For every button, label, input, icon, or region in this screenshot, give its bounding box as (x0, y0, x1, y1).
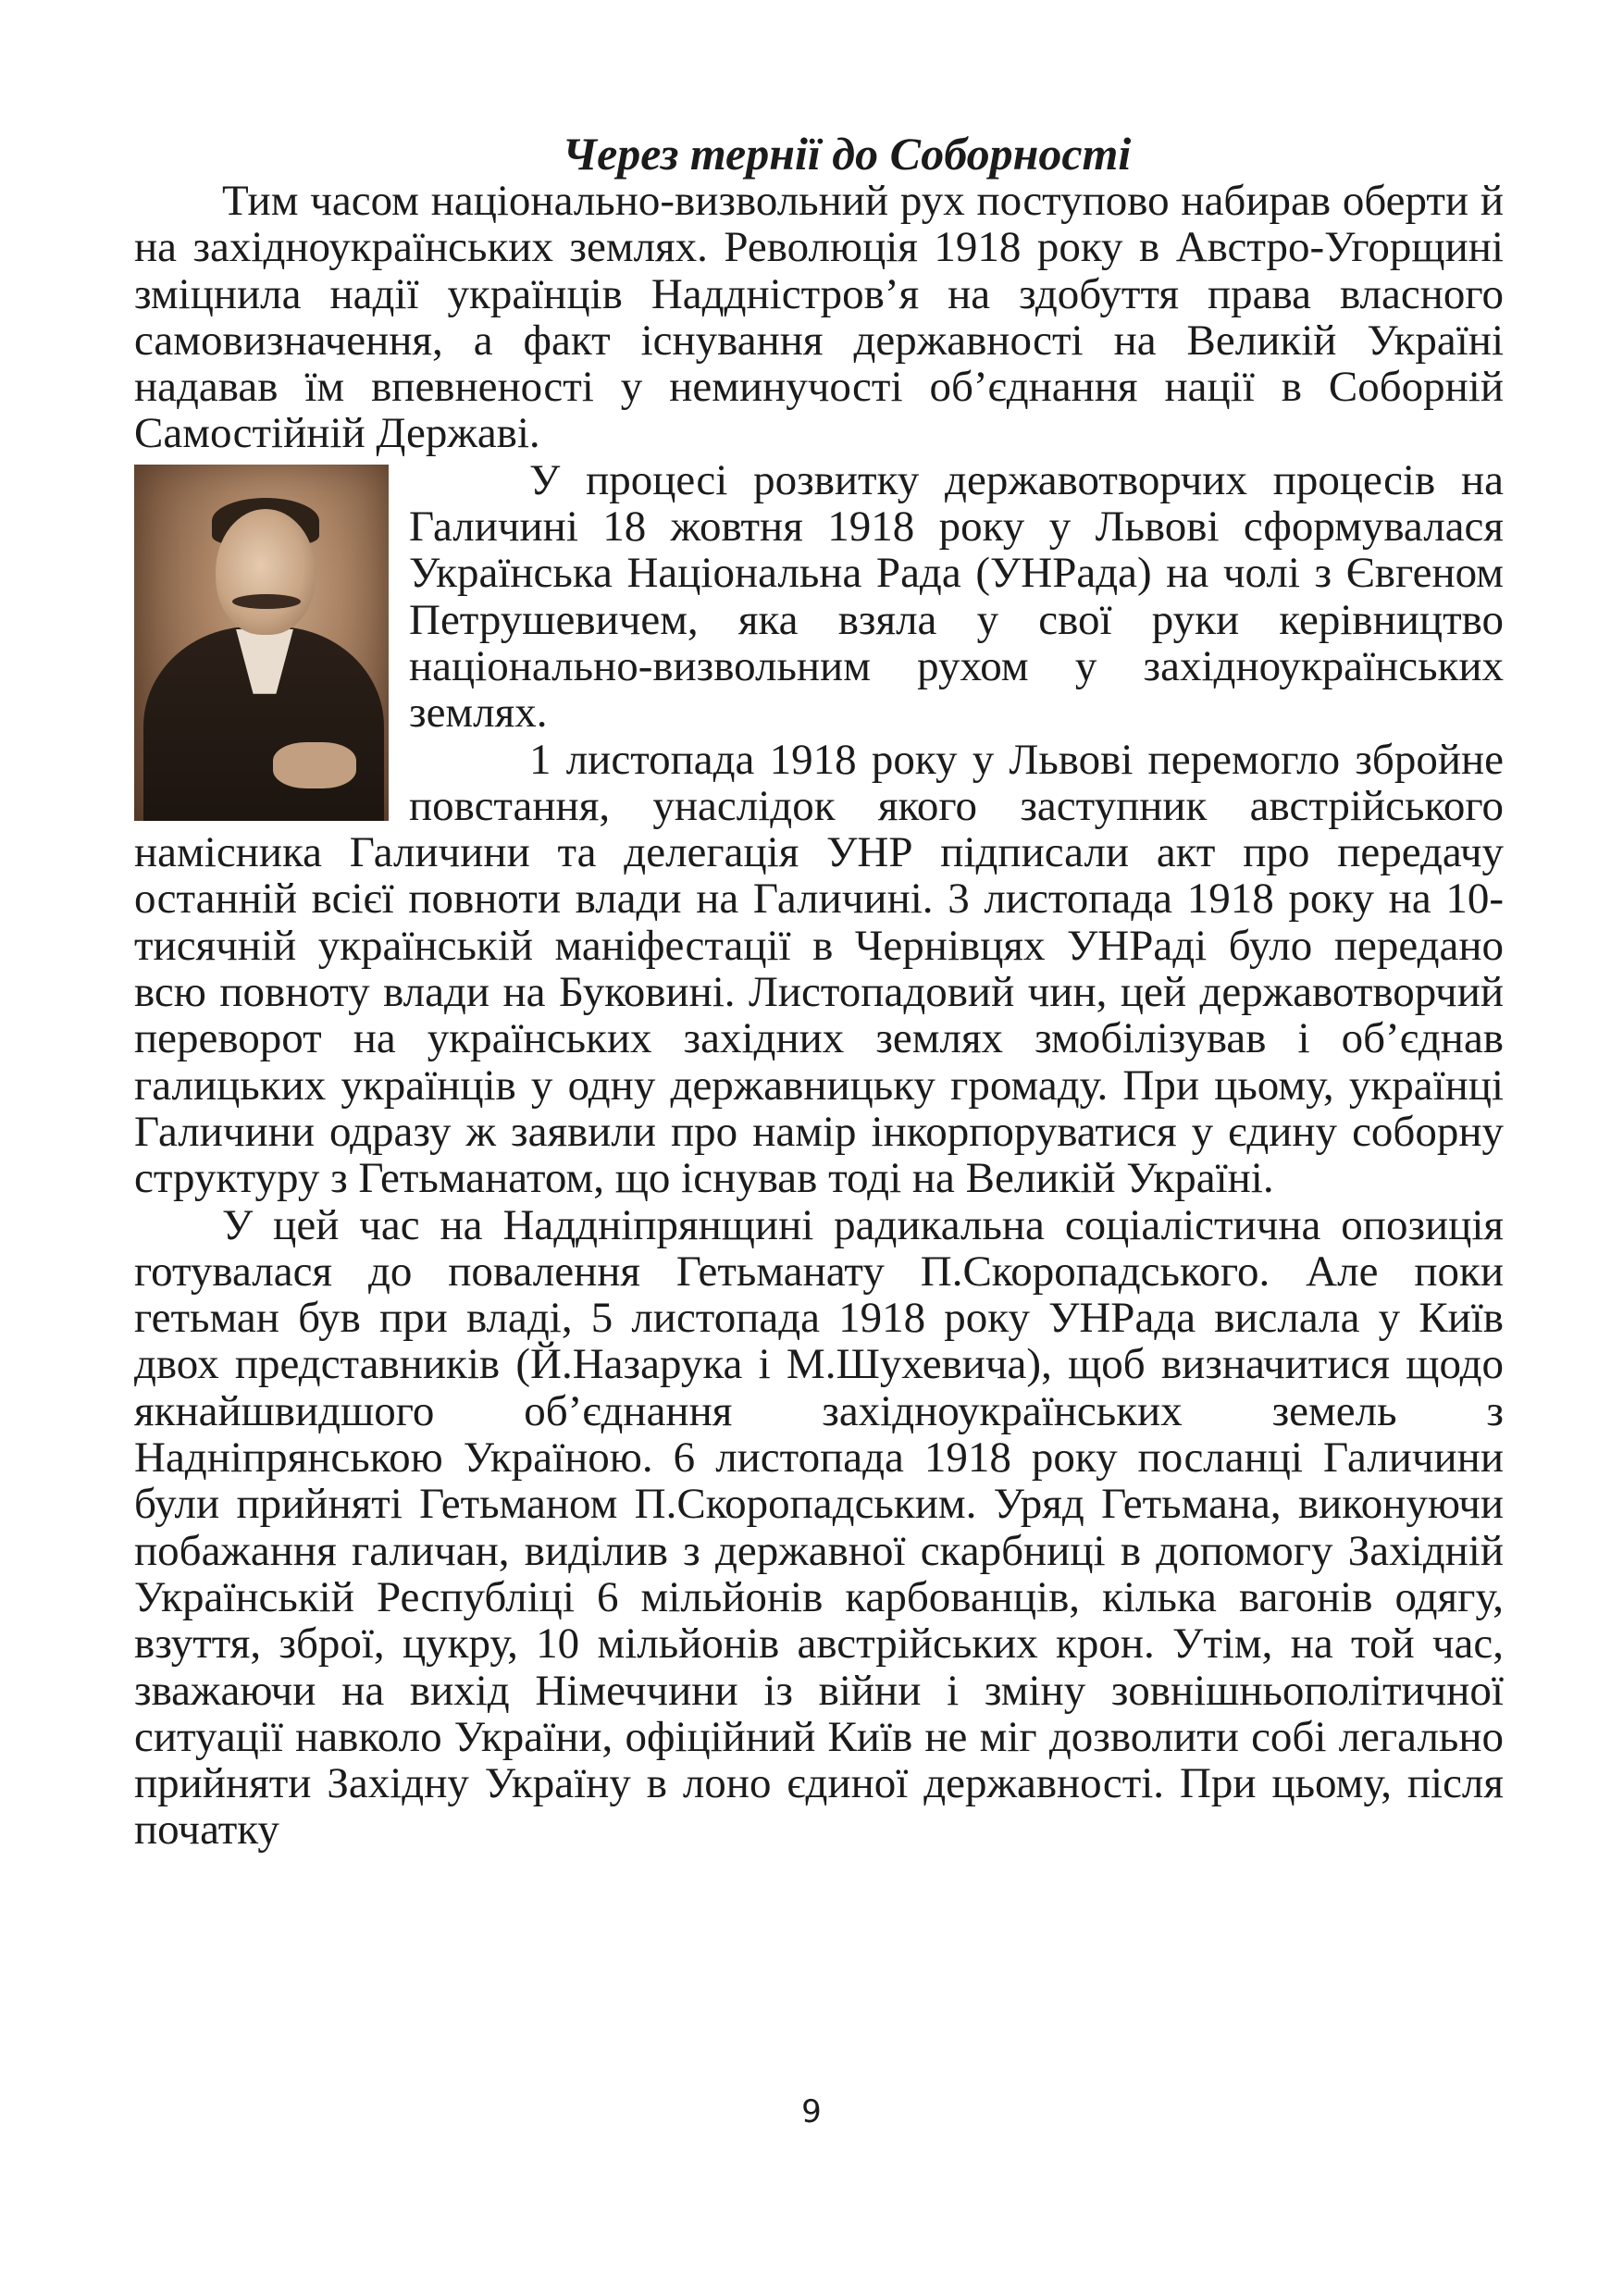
page-title: Через тернії до Соборності (562, 128, 1132, 180)
page-number: 9 (801, 2093, 822, 2130)
paragraph-1: Тим часом національно-визвольний рух поступово набирав оберти й на західноукраїнських землях. Революція 1918 року в Австро-Угорщині зміцнила надії українців Наддністров’я на здобуття права власного самовизначення, а факт існування державності на Великій Україні надавав їм впевненості у неминучості об’єднання нації в Соборній Самостійній Державі. (134, 177, 1504, 458)
paragraph-2: У процесі розвитку державотворчих процесів на Галичині 18 жовтня 1918 року у Львові сформувалася Українська Національна Рада (УНРада) на чолі з Євгеном Петрушевичем, яка взяла у свої руки керівництво національно-визвольним рухом у західноукраїнських землях. (409, 455, 1504, 738)
document-page (134, 130, 1504, 1854)
paragraph-4: У цей час на Наддніпрянщині радикальна соціалістична опозиція готувалася до повалення Гетьманату П.Скоропадського. Але поки гетьман був при владі, 5 листопада 1918 року УНРада вислала у Київ двох представників (Й.Назарука і М.Шухевича), щоб визначитися щодо якнайшвидшого об’єднання західноукраїнських земель з Надніпрянською Україною. 6 листопада 1918 року посланці Галичини були прийняті Гетьманом П.Скоропадським. Уряд Гетьмана, виконуючи побажання галичан, виділив з державної скарбниці в допомогу Західній Українській Республіці 6 мільйонів карбованців, кілька вагонів одягу, взуття, зброї, цукру, 10 мільйонів австрійських крон. Утім, на той час, зважаючи на вихід Німеччини із війни і зміну зовнішньополітичної ситуації навколо України, офіційний Київ не міг дозволити собі легально прийняти Західну Україну в лоно єдиної державності. При цьому, після початку (134, 1200, 1504, 1855)
portrait-photo (134, 465, 389, 821)
paragraph-3: 1 листопада 1918 року у Львові перемогло збройне повстання, унаслідок якого заступник австрійського намісника Галичини та делегація УНР підписали акт про передачу останній всієї повноти влади на Галичині. 3 листопада 1918 року на 10-тисячній українській маніфестації в Чернівцях УНРаді було передано всю повноту влади на Буковині. Листопадовий чин, цей державотворчий переворот на українських західних землях змобілізував і об’єднав галицьких українців у одну державницьку громаду. При цьому, українці Галичини одразу ж заявили про намір інкорпоруватися у єдину соборну структуру з Гетьманатом, що існував тоді на Великій Україні. (134, 735, 1504, 1203)
